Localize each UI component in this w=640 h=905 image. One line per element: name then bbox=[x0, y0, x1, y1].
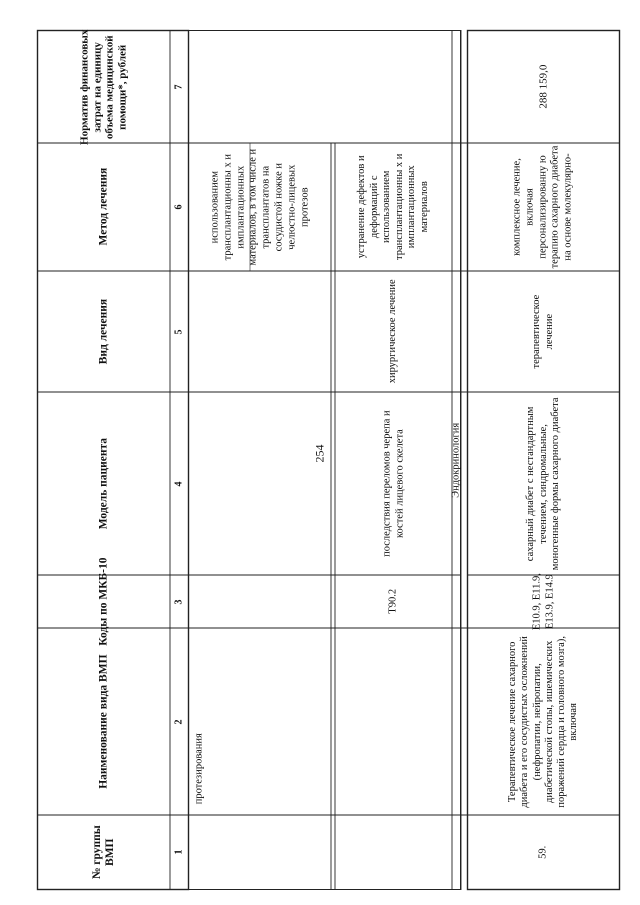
header-col3: Коды по МКБ-10 bbox=[97, 557, 110, 646]
header-col1: № группы ВМП bbox=[90, 825, 116, 879]
colnum-6: 6 bbox=[173, 204, 184, 210]
colnum-7: 7 bbox=[173, 84, 184, 90]
continued-treatment-type: хирургическое лечение bbox=[387, 279, 399, 384]
group59-treatment-type: терапевтическое лечение bbox=[530, 294, 555, 369]
group59-method: комплексное лечение, включая персонализированну ю терапию сахарного диабета на основе молекулярно- bbox=[511, 145, 574, 269]
group59-codes: E10.9, E11.9, E13.9, E14.9 bbox=[530, 572, 555, 631]
colnum-3: 3 bbox=[173, 599, 184, 604]
colnum-1: 1 bbox=[173, 849, 184, 855]
group59-cost: 288 159,0 bbox=[536, 65, 549, 109]
section-endocrinology: Эндокринология bbox=[450, 422, 462, 498]
continued-method-b: устранение дефектов и деформаций с использованием трансплантационны х и имплантационных материалов bbox=[355, 153, 430, 261]
header-col2: Наименование вида ВМП bbox=[97, 654, 110, 789]
continued-method-a: использованием трансплантационны х и имплантационных материалов, в том числе и трансплантатов на сосудистой ножке и челюстно-лицевых протезов bbox=[209, 148, 310, 266]
group59-number: 59. bbox=[537, 845, 549, 859]
header-col4: Модель пациента bbox=[97, 437, 110, 530]
continued-name: протезирования bbox=[193, 733, 205, 805]
header-col5: Вид лечения bbox=[97, 298, 110, 365]
header-col6: Метод лечения bbox=[97, 168, 110, 246]
header-col7: Норматив финансовых затрат на единицу объема медицинской помощи*, рублей bbox=[78, 29, 129, 145]
continued-model: последствия переломов черепа и костей лицевого скелета bbox=[380, 410, 405, 557]
page-number: 254 bbox=[312, 444, 327, 462]
group59-model: сахарный диабет с нестандартным течением, синдромальные, моногенные формы сахарного диабета bbox=[524, 397, 561, 570]
continued-code: T90.2 bbox=[387, 589, 399, 614]
colnum-4: 4 bbox=[173, 481, 184, 486]
colnum-2: 2 bbox=[173, 719, 184, 724]
colnum-5: 5 bbox=[173, 329, 184, 334]
group59-name: Терапевтическое лечение сахарного диабета и его сосудистых осложнений (нефропатии, нейропатии, диабетической стопы, ишемических поражений сердца и головного мозга), включая bbox=[506, 635, 580, 808]
